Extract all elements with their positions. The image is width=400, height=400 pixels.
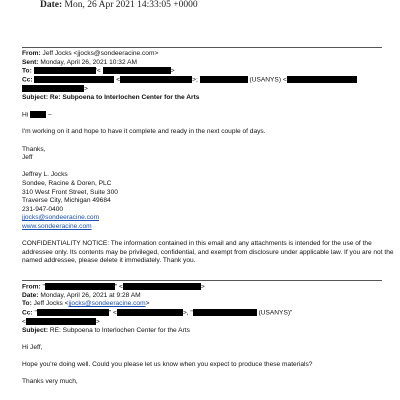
cc-text: (USANYS) < [249, 76, 287, 84]
redaction [287, 76, 357, 83]
signature-email-link[interactable]: jjocks@sondeeracine.com [22, 214, 100, 222]
to-email-link[interactable]: jjocks@sondeeracine.com [68, 300, 146, 308]
subject-label: Subject: [22, 93, 49, 101]
signature-website-link[interactable]: www.sondeeracine.com [22, 222, 92, 230]
signature-name: Jeffrey L. Jocks [22, 171, 68, 179]
subject-label: Subject: [22, 326, 49, 334]
email-reply: From: Jeff Jocks <jjocks@sondeeracine.com> Sent: Monday, April 26, 2021 10:32 AM To: '< > Cc: < >; (USANYS) < > Subject: Re: Subpoena to Interlochen Center for the Arts Hi – I'm working on it and hope to have it complete and ready in the next couple of days. Thanks, Jeff Jeffrey L. Jocks Sondee, Racine & Doren, PLC 310 West Front Street, Suite 300 Traverse City, Michigan 49684 231-947-0400 jjocks@sondeeracine.com www.sondeeracine.com CONFIDENTIALITY NOTICE: The information contained in this email and any attachments is intended for the use of the addressee only. Its contents may be privileged, confidential, and exempt from disclosure under applicable law. If you are not the named addressee, please delete it immediately. Thank you. [22, 50, 394, 265]
signature-phone: 231-947-0400 [22, 205, 64, 213]
redaction [37, 309, 109, 316]
to-label: To: [22, 300, 32, 308]
subject-value: Re: Subpoena to Interlochen Center for the Arts [49, 93, 200, 101]
cc-text: (USANYS)" [258, 309, 293, 317]
email-original: From: " " < > Date: Monday, April 26, 2021 at 9:28 AM To: Jeff Jocks <jjocks@sondeeracine.com> Cc: " " < >, " (USANYS)" < > Subject: RE: Subpoena to Interlochen Center for the Arts Hi Jeff, Hope you're doing well. Could you please let us know when you expect to produce these materials? Thanks very much, [22, 283, 394, 387]
signoff: Jeff [22, 154, 33, 162]
redaction [193, 309, 257, 316]
greeting: Hi [22, 111, 29, 119]
redaction [22, 85, 84, 92]
separator-rule [22, 47, 382, 48]
from-label: From: [22, 283, 41, 291]
sent-value: Monday, April 26, 2021 10:32 AM [40, 58, 137, 66]
cc-label: Cc: [22, 309, 33, 317]
header-date-label: Date: [40, 0, 63, 10]
redaction [30, 111, 46, 118]
signature-street: 310 West Front Street, Suite 300 [22, 188, 118, 196]
header-date [40, 0, 198, 10]
signature-city: Traverse City, Michigan 49684 [22, 197, 111, 205]
confidentiality-notice: CONFIDENTIALITY NOTICE: The information contained in this email and any attachments is intended for the use of the addressee only. Its contents may be privileged, confidential, and exempt from disclosure under applicable law. If you are not the named addressee, please delete it immediately. Thank you. [22, 240, 394, 265]
date-value: Monday, April 26, 2021 at 9:28 AM [40, 291, 141, 299]
redaction [34, 76, 114, 83]
subject-value: RE: Subpoena to Interlochen Center for the Arts [49, 326, 190, 334]
redaction [200, 76, 248, 83]
redaction [26, 318, 96, 325]
greeting-end: – [46, 111, 52, 119]
date-label: Date: [22, 291, 39, 299]
from-label: From: [22, 50, 41, 57]
to-end: > [145, 300, 150, 308]
greeting: Hi Jeff, [22, 343, 43, 351]
cc-label: Cc: [22, 76, 33, 84]
to-name: Jeff Jocks < [33, 300, 69, 308]
thanks: Thanks very much, [22, 378, 78, 386]
body-text: I'm working on it and hope to have it complete and ready in the next couple of days. [22, 128, 266, 136]
redaction [45, 283, 115, 290]
to-label: To: [22, 67, 32, 75]
from-value: Jeff Jocks <jjocks@sondeeracine.com> [42, 50, 159, 57]
redaction [120, 76, 192, 83]
sent-label: Sent: [22, 58, 39, 66]
redaction [123, 283, 201, 290]
redaction [117, 309, 183, 316]
header-date-value: Mon, 26 Apr 2021 14:33:05 +0000 [64, 0, 198, 10]
signature-firm: Sondee, Racine & Doren, PLC [22, 179, 112, 187]
body-text: Hope you're doing well. Could you please let us know when you expect to produce these materials? [22, 361, 313, 369]
redaction [103, 67, 171, 74]
thanks: Thanks, [22, 145, 46, 153]
separator-rule [22, 280, 382, 281]
redaction [34, 67, 96, 74]
